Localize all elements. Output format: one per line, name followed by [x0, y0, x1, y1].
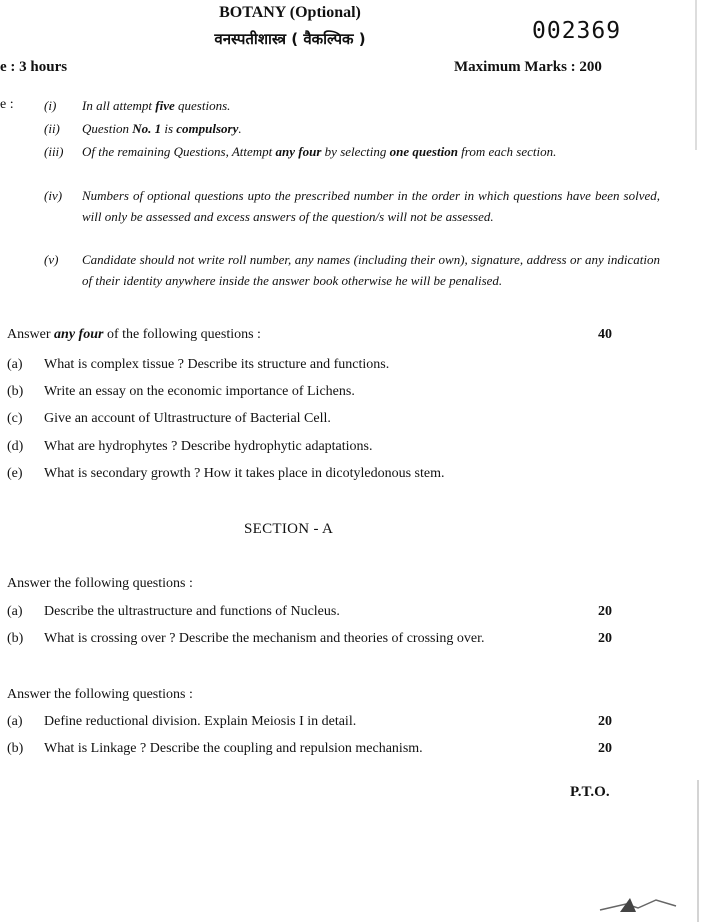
instruction-text: Candidate should not write roll number, any names (including their own), signature, address or any indication of their identity anywhere inside the answer book otherwise he will be penalised. [82, 252, 660, 288]
part-marks: 20 [598, 741, 612, 756]
part-marks: 20 [598, 714, 612, 729]
pto-note: P.T.O. [570, 784, 610, 800]
instruction-number: (iii) [44, 144, 64, 159]
part-label: (c) [7, 411, 23, 426]
part-label: (a) [7, 357, 23, 372]
question-3-lead: Answer the following questions : [7, 687, 193, 702]
paper-code: 002369 [532, 18, 622, 44]
instruction-text: Of the remaining Questions, Attempt any four by selecting one question from each section. [82, 144, 557, 159]
part-text: What are hydrophytes ? Describe hydrophytic adaptations. [44, 439, 373, 454]
part-text: Give an account of Ultrastructure of Bacterial Cell. [44, 411, 331, 426]
part-text: Write an essay on the economic importance of Lichens. [44, 384, 355, 399]
part-label: (a) [7, 604, 23, 619]
instruction-number: (iv) [44, 188, 63, 203]
instruction-number: (ii) [44, 121, 60, 136]
part-marks: 20 [598, 631, 612, 646]
time-allowed: e : 3 hours [0, 59, 68, 75]
part-label: (b) [7, 631, 24, 646]
part-label: (e) [7, 466, 23, 481]
question-2-lead: Answer the following questions : [7, 576, 193, 591]
instruction-number: (v) [44, 252, 59, 267]
part-text: What is complex tissue ? Describe its structure and functions. [44, 357, 390, 372]
question-1-lead: Answer any four of the following questions : [7, 327, 261, 342]
instruction-text: In all attempt five questions. [82, 98, 231, 113]
part-text: Define reductional division. Explain Meiosis I in detail. [44, 714, 357, 729]
instruction-number: (i) [44, 98, 57, 113]
part-label: (d) [7, 439, 24, 454]
part-label: (a) [7, 714, 23, 729]
paper-title: BOTANY (Optional) [219, 4, 361, 21]
part-text: What is crossing over ? Describe the mechanism and theories of crossing over. [44, 631, 485, 646]
question-1-marks: 40 [598, 327, 612, 342]
scan-smudge-artifact [596, 890, 696, 918]
part-text: Describe the ultrastructure and functions of Nucleus. [44, 604, 340, 619]
paper-title-hindi: वनस्पतीशास्त्र ( वैकल्पिक ) [214, 30, 366, 48]
section-heading: SECTION - A [244, 521, 334, 537]
part-label: (b) [7, 384, 24, 399]
part-marks: 20 [598, 604, 612, 619]
maximum-marks: Maximum Marks : 200 [454, 59, 602, 75]
part-text: What is Linkage ? Describe the coupling and repulsion mechanism. [44, 741, 423, 756]
part-text: What is secondary growth ? How it takes place in dicotyledonous stem. [44, 466, 445, 481]
scan-edge-artifact [676, 0, 702, 922]
part-label: (b) [7, 741, 24, 756]
instructions-label: e : [0, 97, 14, 112]
instruction-text: Numbers of optional questions upto the prescribed number in the order in which questions have been solved, will only be assessed and excess answers of the question/s will not be assessed. [82, 188, 660, 224]
instruction-text: Question No. 1 is compulsory. [82, 121, 242, 136]
